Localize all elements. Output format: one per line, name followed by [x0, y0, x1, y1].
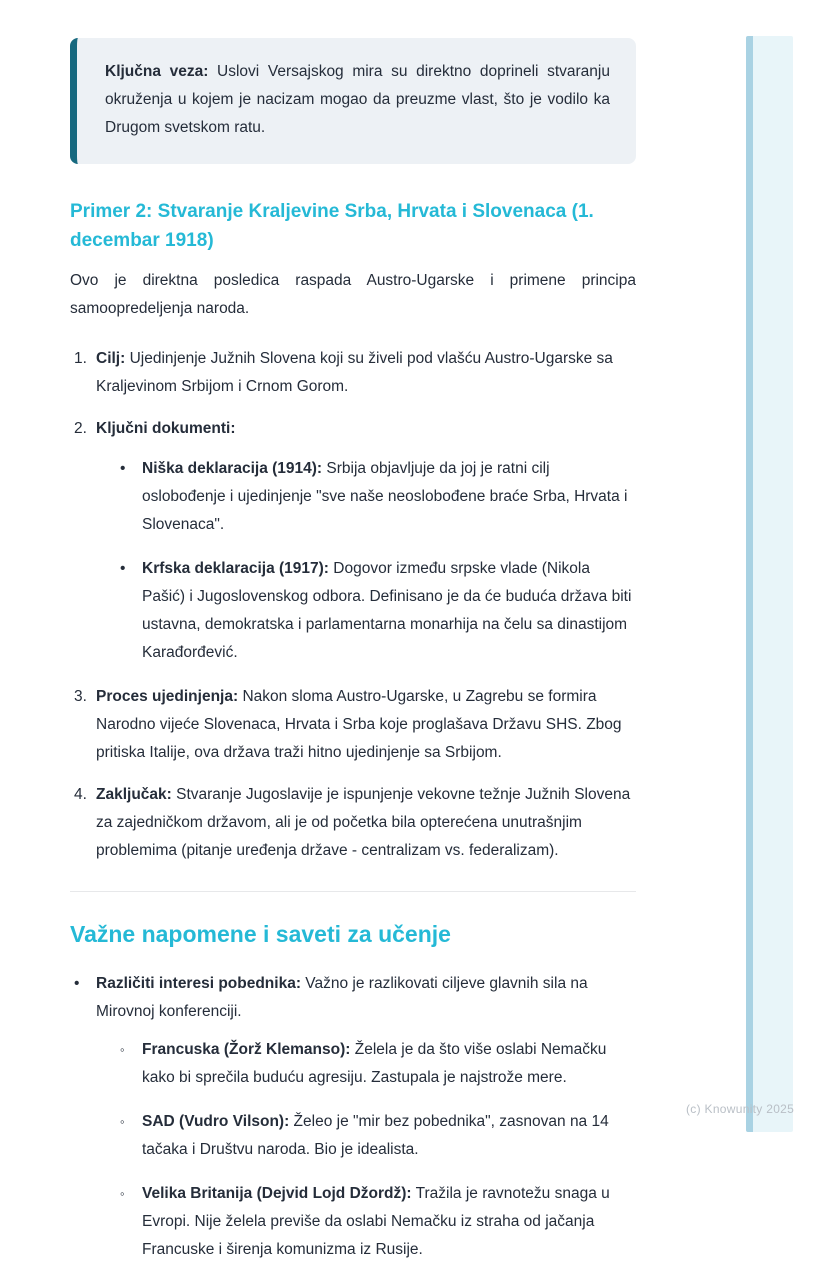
list-marker: 1. — [74, 350, 87, 367]
key-connection-callout — [70, 38, 636, 164]
list-item-lead: Proces ujedinjenja: — [96, 688, 239, 705]
list-item-lead: Velika Britanija (Dejvid Lojd Džordž): — [142, 1185, 412, 1202]
list-item-text — [96, 970, 636, 1266]
list-item-body: Stvaranje Jugoslavije je ispunjenje vekovne težnje Južnih Slovena za zajedničkom državom, ali je od početka bila opterećena unutrašnjim problemima (pitanje uređenja države - centralizam vs. federalizam). — [96, 786, 631, 859]
list-item — [120, 455, 636, 539]
list-item-text — [96, 683, 636, 767]
list-item-lead: Ključni dokumenti: — [96, 420, 236, 437]
list-item-body: Nakon sloma Austro-Ugarske, u Zagrebu se formira Narodno vijeće Slovenaca, Hrvata i Srba koje proglašava Državu SHS. Zbog pritiska Italije, ova država traži hitno ujedinjenje sa Srbijom. — [96, 688, 622, 761]
list-item-text — [96, 345, 636, 401]
bullet-disc-icon: • — [120, 460, 126, 477]
list-item-lead: Zaključak: — [96, 786, 172, 803]
list-item-body: Srbija objavljuje da joj je ratni cilj oslobođenje i ujedinjenje "sve naše neoslobođene braće Srba, Hrvata i Slovenaca". — [142, 460, 628, 533]
list-marker: 4. — [74, 786, 87, 803]
list-item-lead: Cilj: — [96, 350, 126, 367]
nested-bullet-list — [120, 455, 636, 667]
callout-text — [105, 58, 610, 142]
list-item-text — [142, 1108, 636, 1164]
list-item-text — [142, 1036, 636, 1092]
next-page-preview[interactable] — [746, 36, 793, 1132]
list-item — [74, 970, 636, 1266]
list-item-lead: SAD (Vudro Vilson): — [142, 1113, 290, 1130]
list-item-text — [96, 781, 636, 865]
list-item — [120, 1108, 636, 1164]
bullet-disc-icon: • — [74, 975, 80, 992]
list-marker: 3. — [74, 688, 87, 705]
document-content — [70, 38, 636, 1280]
list-item-text — [96, 415, 636, 669]
list-item — [74, 683, 636, 767]
list-item-body: Dogovor između srpske vlade (Nikola Pašić) i Jugoslovenskog odbora. Definisano je da će buduća država biti ustavna, demokratska i parlamentarna monarhija na čelu sa dinastijom Karađorđević. — [142, 560, 632, 661]
list-item-body: Želela je da što više oslabi Nemačku kako bi sprečila buduću agresiju. Zastupala je najstrože mere. — [142, 1041, 607, 1086]
list-item — [120, 555, 636, 667]
intro-paragraph: Ovo je direktna posledica raspada Austro-Ugarske i primene principa samoopredeljenja naroda. — [70, 272, 636, 317]
heading-vazne-napomene: Važne napomene i saveti za učenje — [70, 921, 451, 947]
list-item — [120, 1180, 636, 1264]
callout-title: Ključna veza: — [105, 63, 209, 80]
list-item-text — [142, 1180, 636, 1264]
list-marker: 2. — [74, 420, 87, 437]
list-item — [74, 781, 636, 865]
bullet-circle-icon: ◦ — [120, 1186, 125, 1201]
bullet-disc-icon: • — [120, 560, 126, 577]
list-item-lead: Krfska deklaracija (1917): — [142, 560, 329, 577]
notes-bullet-list — [74, 970, 636, 1266]
list-item-lead: Niška deklaracija (1914): — [142, 460, 323, 477]
heading-primer-2: Primer 2: Stvaranje Kraljevine Srba, Hrvata i Slovenaca (1. decembar 1918) — [70, 201, 594, 251]
list-item-body: Tražila je ravnotežu snaga u Evropi. Nije želela previše da oslabi Nemačku iz straha od jačanja Francuske i širenja komunizma iz Rusije. — [142, 1185, 610, 1258]
list-item-lead: Različiti interesi pobednika: — [96, 975, 301, 992]
list-item-body: Ujedinjenje Južnih Slovena koji su živeli pod vlašću Austro-Ugarske sa Kraljevinom Srbijom i Crnom Gorom. — [96, 350, 613, 395]
list-item — [74, 415, 636, 669]
list-item-text — [142, 555, 636, 667]
nested-circle-list — [120, 1036, 636, 1264]
list-item-lead: Francuska (Žorž Klemanso): — [142, 1041, 351, 1058]
list-item — [74, 345, 636, 401]
bullet-circle-icon: ◦ — [120, 1042, 125, 1057]
list-item-text — [142, 455, 636, 539]
watermark: (c) Knowunity 2025 — [686, 1102, 795, 1116]
list-item — [120, 1036, 636, 1092]
section-divider — [70, 891, 636, 892]
numbered-list — [74, 345, 636, 865]
list-item-body: Želeo je "mir bez pobednika", zasnovan na 14 tačaka i Društvu naroda. Bio je idealista. — [142, 1113, 609, 1158]
list-item-body: Važno je razlikovati ciljeve glavnih sila na Mirovnoj konferenciji. — [96, 975, 588, 1020]
callout-body: Uslovi Versajskog mira su direktno doprineli stvaranju okruženja u kojem je nacizam mogao da preuzme vlast, što je vodilo ka Drugom svetskom ratu. — [105, 63, 610, 136]
bullet-circle-icon: ◦ — [120, 1114, 125, 1129]
